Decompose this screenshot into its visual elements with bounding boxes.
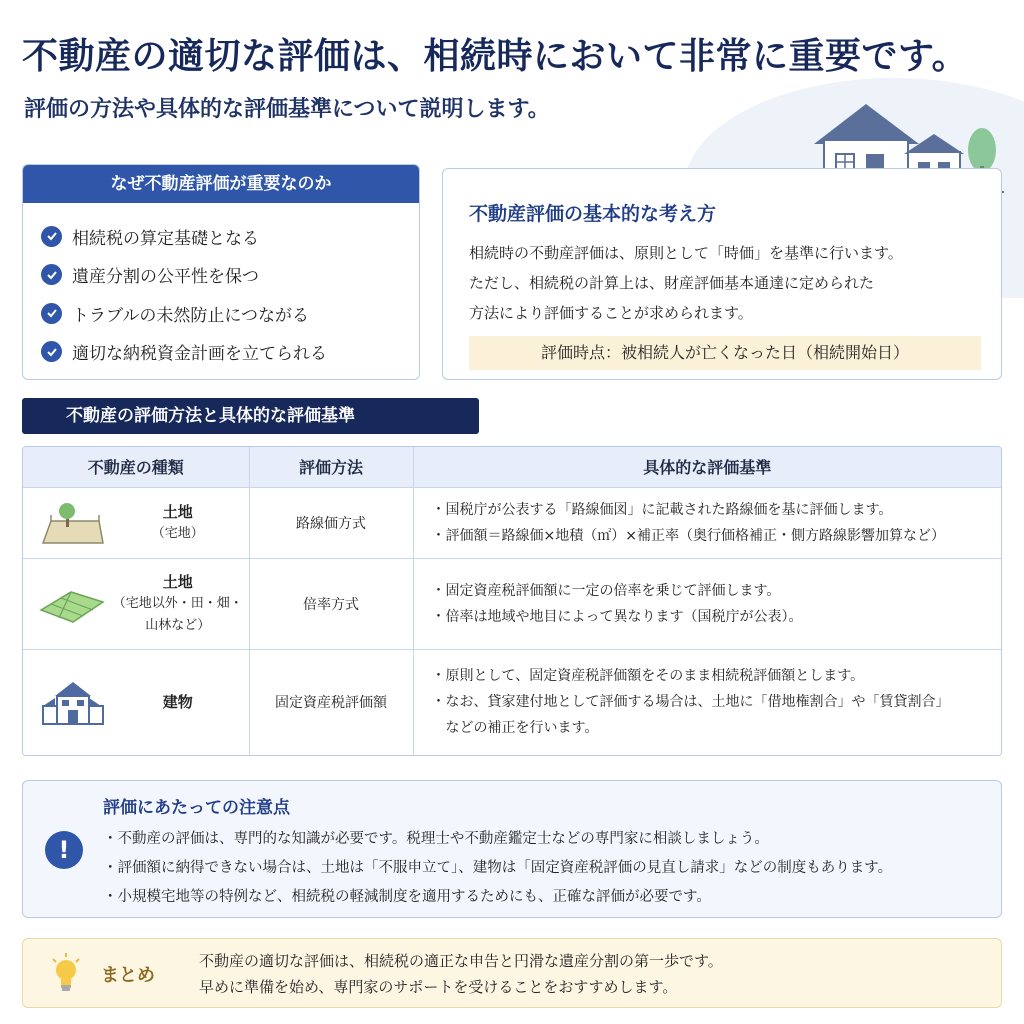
page-title: 不動産の適切な評価は、相続時において非常に重要です。 xyxy=(22,35,969,77)
notes-list xyxy=(103,825,892,912)
list-item xyxy=(41,294,419,333)
table-header-row xyxy=(23,447,1001,487)
page-subtitle: 評価の方法や具体的な評価基準について説明します。 xyxy=(24,97,550,122)
criteria-line: ・国税庁が公表する「路線価図」に記載された路線価を基に評価します。 xyxy=(431,501,893,518)
property-type-sub: （宅地以外・田・畑・山林など） xyxy=(112,595,243,633)
list-item xyxy=(41,256,419,295)
list-item-label: 遺産分割の公平性を保つ xyxy=(72,267,259,288)
list-item xyxy=(41,217,419,256)
column-header-type: 不動産の種類 xyxy=(23,447,249,487)
land-with-tree-icon xyxy=(37,499,107,547)
why-important-title: なぜ不動産評価が重要なのか xyxy=(23,165,419,203)
summary-label: まとめ xyxy=(101,965,155,986)
section-title-methods: 不動産の評価方法と具体的な評価基準 xyxy=(22,398,479,434)
summary-line: 不動産の適切な評価は、相続税の適正な申告と円滑な遺産分割の第一歩です。 xyxy=(199,952,723,970)
list-item xyxy=(41,333,419,372)
list-item-label: トラブルの未然防止につながる xyxy=(72,305,309,326)
criteria-line: ・固定資産税評価額に一定の倍率を乗じて評価します。 xyxy=(431,582,781,599)
building-icon xyxy=(37,678,107,726)
farmland-icon xyxy=(37,580,107,628)
valuation-method: 倍率方式 xyxy=(249,559,413,649)
column-header-criteria: 具体的な評価基準 xyxy=(413,447,1001,487)
valuation-criteria xyxy=(413,559,1001,649)
why-important-box xyxy=(22,164,420,380)
notes-title: 評価にあたっての注意点 xyxy=(103,798,290,818)
lightbulb-icon xyxy=(51,953,81,995)
valuation-date-highlight: 評価時点：被相続人が亡くなった日（相続開始日） xyxy=(469,336,981,370)
table-row xyxy=(23,559,1001,649)
check-icon xyxy=(41,226,62,247)
criteria-line: ・評価額＝路線価×地積（㎡）×補正率（奥行価格補正・側方路線影響加算など） xyxy=(431,527,945,544)
summary-line: 早めに準備を始め、専門家のサポートを受けることをおすすめします。 xyxy=(199,978,678,996)
notes-item: ・不動産の評価は、専門的な知識が必要です。税理士や不動産鑑定士などの専門家に相談しましょう。 xyxy=(103,831,769,847)
summary-box xyxy=(22,938,1002,1008)
criteria-line: ・倍率は地域や地目によって異なります（国税庁が公表）。 xyxy=(431,608,803,625)
notes-item: ・評価額に納得できない場合は、土地は「不服申立て」、建物は「固定資産税評価の見直し請求」などの制度もあります。 xyxy=(103,860,893,876)
criteria-line: ・原則として、固定資産税評価額をそのまま相続税評価額とします。 xyxy=(431,668,865,685)
column-header-method: 評価方法 xyxy=(249,447,413,487)
basic-concept-box xyxy=(442,168,1002,380)
valuation-criteria xyxy=(413,649,1001,755)
check-icon xyxy=(41,264,62,285)
property-type-sub: （宅地） xyxy=(151,525,204,541)
basic-concept-line: ただし、相続税の計算上は、財産評価基本通達に定められた xyxy=(469,274,875,292)
methods-table xyxy=(22,446,1002,756)
property-type-name: 土地 xyxy=(162,502,193,521)
basic-concept-line: 相続時の不動産評価は、原則として「時価」を基準に行います。 xyxy=(469,244,903,262)
basic-concept-line: 方法により評価することが求められます。 xyxy=(469,304,753,322)
notes-box xyxy=(22,780,1002,918)
check-icon xyxy=(41,303,62,324)
table-row xyxy=(23,487,1001,559)
basic-concept-title: 不動産評価の基本的な考え方 xyxy=(469,203,717,225)
criteria-line: などの補正を行います。 xyxy=(431,720,599,737)
table-row xyxy=(23,649,1001,755)
basic-concept-text xyxy=(469,238,1001,328)
check-icon xyxy=(41,341,62,362)
valuation-criteria xyxy=(413,487,1001,559)
criteria-line: ・なお、貸家建付地として評価する場合は、土地に「借地権割合」や「賃貸割合」 xyxy=(431,694,950,711)
list-item-label: 適切な納税資金計画を立てられる xyxy=(72,344,327,365)
summary-text xyxy=(199,948,723,1000)
valuation-method: 路線価方式 xyxy=(249,487,413,559)
list-item-label: 相続税の算定基礎となる xyxy=(72,228,259,249)
notes-item: ・小規模宅地等の特例など、相続税の軽減制度を適用するためにも、正確な評価が必要です。 xyxy=(103,889,711,905)
property-type-name: 土地 xyxy=(162,572,193,591)
valuation-method: 固定資産税評価額 xyxy=(249,649,413,755)
exclamation-icon: ! xyxy=(45,831,83,869)
property-type-name: 建物 xyxy=(162,693,193,712)
why-important-list xyxy=(23,203,419,371)
